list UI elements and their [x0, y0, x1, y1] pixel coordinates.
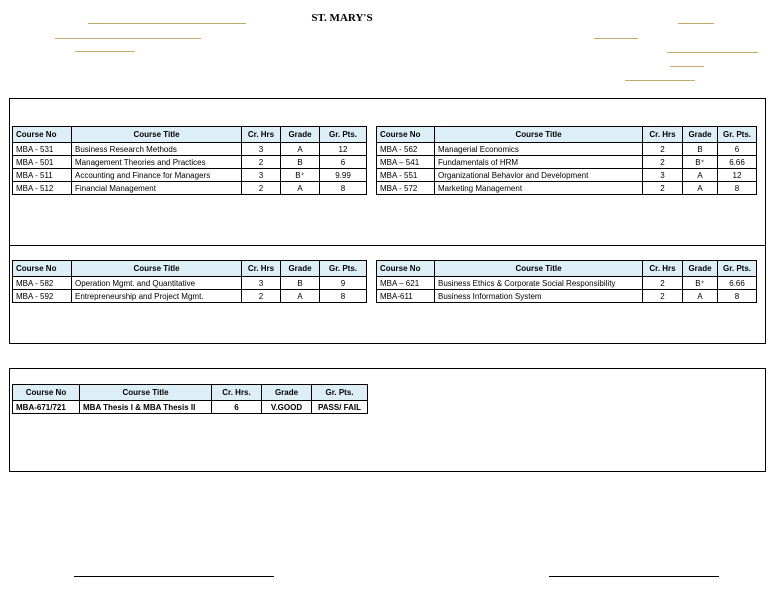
course-title: Entrepreneurship and Project Mgmt.: [72, 290, 242, 303]
grade: B: [281, 277, 320, 290]
gr-pts: 6: [718, 143, 757, 156]
course-title: Operation Mgmt. and Quantitative: [72, 277, 242, 290]
table-header-row: [377, 127, 757, 143]
grade: A: [281, 182, 320, 195]
table-row: [377, 182, 757, 195]
gr-pts: 12: [320, 143, 367, 156]
gr-pts: 9.99: [320, 169, 367, 182]
table-row: [13, 156, 367, 169]
section-divider: [10, 245, 765, 246]
cr-hrs: 2: [643, 143, 683, 156]
course-no: MBA - 511: [13, 169, 72, 182]
course-table-term2-left: [12, 260, 367, 303]
grade: V.GOOD: [262, 401, 312, 414]
blank-line: [670, 66, 704, 67]
blank-line: [667, 52, 758, 53]
blank-line: [594, 38, 638, 39]
gr-pts: 6.66: [718, 277, 757, 290]
col-grade: Grade: [281, 261, 320, 277]
course-title: Organizational Behavior and Development: [435, 169, 643, 182]
school-title: ST. MARY'S: [311, 12, 373, 24]
course-no: MBA-611: [377, 290, 435, 303]
course-no: MBA - 582: [13, 277, 72, 290]
course-title: Business Research Methods: [72, 143, 242, 156]
grade: B⁺: [683, 277, 718, 290]
course-no: MBA - 512: [13, 182, 72, 195]
table-row: [13, 401, 368, 414]
grade: B⁺: [281, 169, 320, 182]
course-no: MBA - 592: [13, 290, 72, 303]
table-row: [13, 143, 367, 156]
course-no: MBA - 572: [377, 182, 435, 195]
course-no: MBA – 621: [377, 277, 435, 290]
course-table-term2-right: [376, 260, 757, 303]
gr-pts: PASS/ FAIL: [312, 401, 368, 414]
cr-hrs: 2: [242, 182, 281, 195]
course-title: Marketing Management: [435, 182, 643, 195]
col-cr-hrs: Cr. Hrs: [242, 261, 281, 277]
table-row: [377, 156, 757, 169]
course-title: Financial Management: [72, 182, 242, 195]
table-header-row: [13, 127, 367, 143]
signature-line-right: [549, 576, 719, 577]
course-no: MBA-671/721: [13, 401, 80, 414]
cr-hrs: 3: [242, 143, 281, 156]
col-grade: Grade: [281, 127, 320, 143]
blank-line: [75, 51, 135, 52]
gr-pts: 9: [320, 277, 367, 290]
cr-hrs: 3: [643, 169, 683, 182]
col-cr-hrs: Cr. Hrs: [643, 127, 683, 143]
table-header-row: [13, 385, 368, 401]
grade: A: [281, 143, 320, 156]
col-course-no: Course No: [13, 127, 72, 143]
col-course-title: Course Title: [80, 385, 212, 401]
table-row: [13, 290, 367, 303]
col-course-no: Course No: [13, 385, 80, 401]
course-title: Business Ethics & Corporate Social Responsibility: [435, 277, 643, 290]
course-title: Management Theories and Practices: [72, 156, 242, 169]
table-row: [377, 290, 757, 303]
cr-hrs: 2: [643, 182, 683, 195]
cr-hrs: 3: [242, 169, 281, 182]
table-row: [377, 277, 757, 290]
course-title: MBA Thesis I & MBA Thesis II: [80, 401, 212, 414]
course-no: MBA - 551: [377, 169, 435, 182]
blank-line: [55, 38, 201, 39]
grade: A: [281, 290, 320, 303]
col-gr-pts: Gr. Pts.: [312, 385, 368, 401]
blank-line: [625, 80, 695, 81]
cr-hrs: 2: [643, 277, 683, 290]
course-no: MBA – 541: [377, 156, 435, 169]
col-grade: Grade: [683, 127, 718, 143]
col-gr-pts: Gr. Pts.: [718, 127, 757, 143]
col-course-no: Course No: [377, 127, 435, 143]
col-cr-hrs: Cr. Hrs: [643, 261, 683, 277]
signature-line-left: [74, 576, 274, 577]
grade: A: [683, 290, 718, 303]
col-course-title: Course Title: [72, 261, 242, 277]
col-gr-pts: Gr. Pts.: [320, 127, 367, 143]
course-title: Managerial Economics: [435, 143, 643, 156]
course-no: MBA - 531: [13, 143, 72, 156]
table-header-row: [377, 261, 757, 277]
course-table-term1-left: [12, 126, 367, 195]
gr-pts: 8: [718, 290, 757, 303]
table-row: [13, 182, 367, 195]
col-course-no: Course No: [13, 261, 72, 277]
cr-hrs: 2: [643, 290, 683, 303]
col-course-no: Course No: [377, 261, 435, 277]
gr-pts: 8: [320, 290, 367, 303]
table-row: [377, 169, 757, 182]
course-title: Accounting and Finance for Managers: [72, 169, 242, 182]
gr-pts: 8: [320, 182, 367, 195]
course-title: Business Information System: [435, 290, 643, 303]
grade: A: [683, 182, 718, 195]
blank-line: [678, 23, 714, 24]
cr-hrs: 2: [643, 156, 683, 169]
course-title: Fundamentals of HRM: [435, 156, 643, 169]
col-cr-hrs: Cr. Hrs.: [212, 385, 262, 401]
table-row: [13, 277, 367, 290]
col-gr-pts: Gr. Pts.: [718, 261, 757, 277]
grade: A: [683, 169, 718, 182]
col-course-title: Course Title: [435, 127, 643, 143]
course-table-term1-right: [376, 126, 757, 195]
grade: B: [683, 143, 718, 156]
gr-pts: 6: [320, 156, 367, 169]
gr-pts: 8: [718, 182, 757, 195]
thesis-table: [12, 384, 368, 414]
cr-hrs: 3: [242, 277, 281, 290]
grade: B: [281, 156, 320, 169]
cr-hrs: 6: [212, 401, 262, 414]
gr-pts: 6.66: [718, 156, 757, 169]
course-no: MBA - 501: [13, 156, 72, 169]
col-course-title: Course Title: [72, 127, 242, 143]
col-gr-pts: Gr. Pts.: [320, 261, 367, 277]
blank-line: [88, 23, 246, 24]
cr-hrs: 2: [242, 290, 281, 303]
col-grade: Grade: [683, 261, 718, 277]
gr-pts: 12: [718, 169, 757, 182]
col-course-title: Course Title: [435, 261, 643, 277]
table-row: [13, 169, 367, 182]
grade: B⁺: [683, 156, 718, 169]
col-cr-hrs: Cr. Hrs: [242, 127, 281, 143]
table-header-row: [13, 261, 367, 277]
cr-hrs: 2: [242, 156, 281, 169]
col-grade: Grade: [262, 385, 312, 401]
course-no: MBA - 562: [377, 143, 435, 156]
table-row: [377, 143, 757, 156]
